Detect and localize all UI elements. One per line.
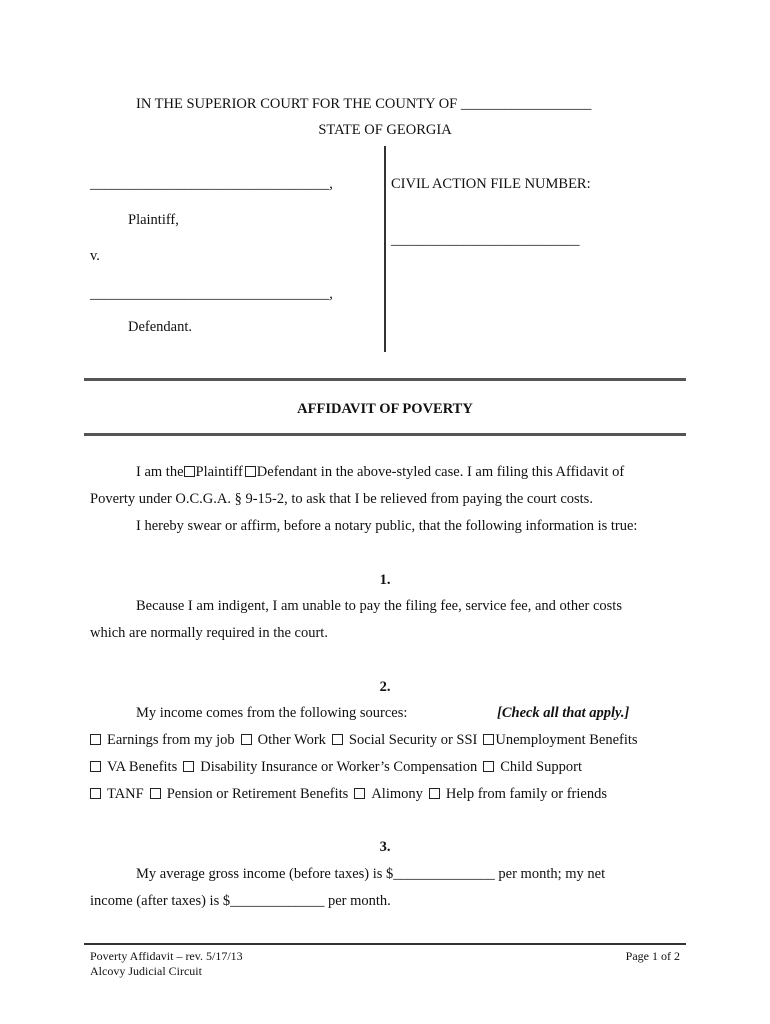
income-sources-lead: My income comes from the following sources:	[136, 705, 408, 721]
section-1-number: 1.	[379, 572, 391, 588]
versus-label: v.	[90, 248, 100, 264]
intro-prefix: I am the	[136, 464, 184, 480]
defendant-label: Defendant.	[128, 319, 193, 335]
va-benefits-checkbox[interactable]	[90, 761, 101, 772]
pension-checkbox[interactable]	[150, 788, 161, 799]
section-3-number: 3.	[379, 839, 391, 855]
footer-circuit: Alcovy Judicial Circuit	[90, 964, 202, 978]
intro-line-1	[136, 464, 624, 481]
other-work-checkbox[interactable]	[241, 734, 252, 745]
net-income-line[interactable]: income (after taxes) is $_____________ per month.	[90, 893, 391, 909]
tanf-checkbox[interactable]	[90, 788, 101, 799]
tanf-label: TANF	[107, 786, 144, 802]
disability-checkbox[interactable]	[183, 761, 194, 772]
title-bottom-rule	[84, 433, 686, 436]
defendant-option-label: Defendant in the above-styled case. I am filing this Affidavit of	[256, 464, 625, 480]
pension-label: Pension or Retirement Benefits	[166, 786, 349, 802]
earnings-label: Earnings from my job	[107, 732, 235, 748]
file-number-field[interactable]: __________________________	[391, 232, 580, 248]
income-row-1	[90, 732, 638, 749]
page-number: Page 1 of 2	[625, 949, 680, 963]
income-row-3	[90, 786, 607, 803]
caption-divider	[384, 146, 386, 352]
title-top-rule	[84, 378, 686, 381]
plaintiff-label: Plaintiff,	[128, 212, 179, 228]
defendant-name-field[interactable]: _________________________________,	[90, 286, 333, 302]
social-security-checkbox[interactable]	[332, 734, 343, 745]
footer-revision: Poverty Affidavit – rev. 5/17/13	[90, 949, 243, 963]
child-support-label: Child Support	[500, 759, 582, 775]
file-number-label: CIVIL ACTION FILE NUMBER:	[391, 176, 591, 192]
unemployment-checkbox[interactable]	[483, 734, 494, 745]
state-heading: STATE OF GEORGIA	[318, 122, 452, 138]
social-security-label: Social Security or SSI	[348, 732, 478, 748]
gross-income-line[interactable]: My average gross income (before taxes) is $______________ per month; my net	[136, 866, 606, 882]
defendant-checkbox[interactable]	[245, 466, 256, 477]
unemployment-label: Unemployment Benefits	[495, 732, 638, 748]
alimony-checkbox[interactable]	[354, 788, 365, 799]
section-2-number: 2.	[379, 679, 391, 695]
footer-rule	[84, 943, 686, 945]
income-row-2	[90, 759, 582, 776]
va-benefits-label: VA Benefits	[107, 759, 178, 775]
plaintiff-option-label: Plaintiff	[195, 464, 243, 480]
disability-label: Disability Insurance or Worker’s Compensation	[200, 759, 478, 775]
plaintiff-checkbox[interactable]	[184, 466, 195, 477]
other-work-label: Other Work	[257, 732, 326, 748]
document-title: AFFIDAVIT OF POVERTY	[297, 401, 473, 417]
child-support-checkbox[interactable]	[483, 761, 494, 772]
section-1-line-2: which are normally required in the court.	[90, 625, 328, 641]
intro-line-3: I hereby swear or affirm, before a notary public, that the following information is true:	[136, 518, 638, 534]
family-help-label: Help from family or friends	[445, 786, 607, 802]
check-all-instruction: [Check all that apply.]	[497, 705, 630, 721]
earnings-checkbox[interactable]	[90, 734, 101, 745]
family-help-checkbox[interactable]	[429, 788, 440, 799]
section-1-line-1: Because I am indigent, I am unable to pay the filing fee, service fee, and other costs	[136, 598, 622, 614]
court-heading: IN THE SUPERIOR COURT FOR THE COUNTY OF __________________	[136, 96, 592, 112]
alimony-label: Alimony	[371, 786, 423, 802]
intro-line-2: Poverty under O.C.G.A. § 9-15-2, to ask that I be relieved from paying the court costs.	[90, 491, 593, 507]
plaintiff-name-field[interactable]: _________________________________,	[90, 176, 333, 192]
